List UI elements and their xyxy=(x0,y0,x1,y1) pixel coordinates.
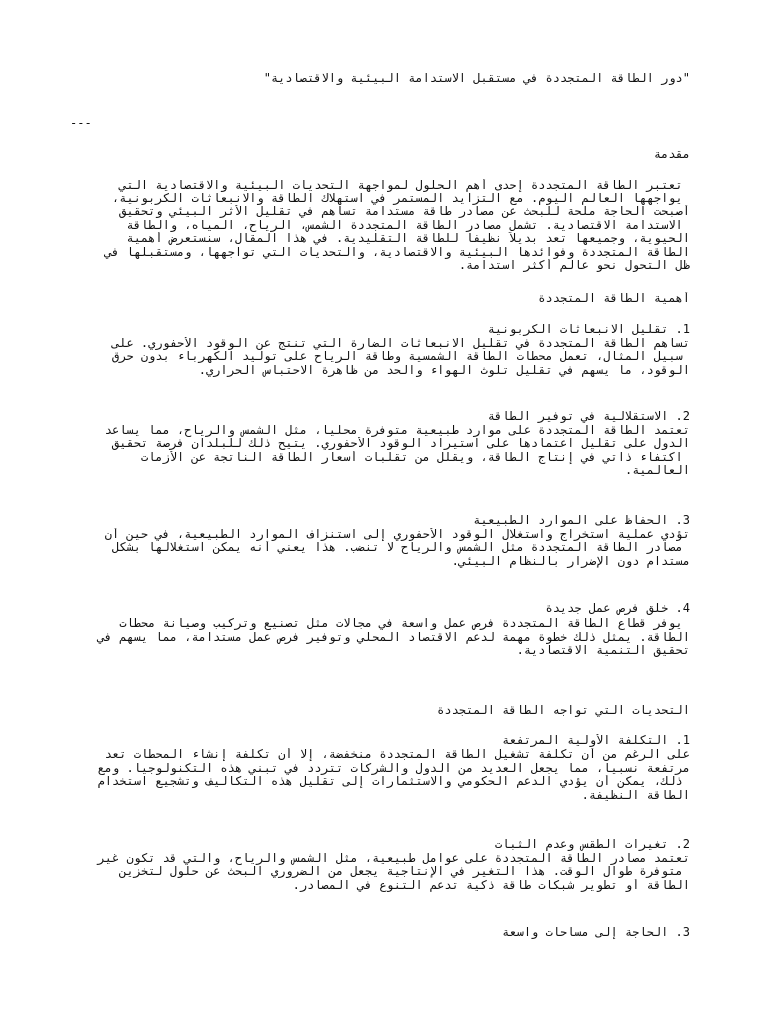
item-heading: 1. التكلفة الأولية المرتفعة xyxy=(502,734,690,747)
document-title: "دور الطاقة المتجددة في مستقبل الاستدامة البيئية والاقتصادية" xyxy=(263,72,690,85)
intro-line: الحيوية، وجميعها تعد بديلاً نظيفاً للطاقة التقليدية. في هذا المقال، سنستعرض أهمية xyxy=(126,232,690,245)
item-line: العالمية. xyxy=(624,464,690,477)
item-line: اكتفاء ذاتي في إنتاج الطاقة، ويقلل من تقلبات أسعار الطاقة الناتجة عن الأزمات xyxy=(140,451,690,464)
intro-heading: مقدمة xyxy=(653,148,690,161)
item-line: تعتمد مصادر الطاقة المتجددة على عوامل طبيعية، مثل الشمس والرياح، والتي قد تكون غير xyxy=(97,852,690,865)
document-page xyxy=(70,0,690,1024)
item-line: تؤدي عملية استخراج واستغلال الوقود الأحفوري إلى استنزاف الموارد الطبيعية، في حين أن xyxy=(104,528,690,541)
intro-line: يواجهها العالم اليوم. مع التزايد المستمر في استهلاك الطاقة والانبعاثات الكربونية، xyxy=(112,192,690,205)
item-line: الطاقة. يمثل ذلك خطوة مهمة لدعم الاقتصاد المحلي وتوفير فرص عمل مستدامة، مما يسهم في xyxy=(97,631,690,644)
item-line: تعتمد الطاقة المتجددة على موارد طبيعية متوفرة محلياً، مثل الشمس والرياح، مما يساعد xyxy=(97,424,690,437)
item-line: الدول على تقليل اعتمادها على استيراد الوقود الأحفوري. يتيح ذلك للبلدان فرصة تحقيق xyxy=(104,437,690,450)
section-heading-importance: أهمية الطاقة المتجددة xyxy=(538,292,690,305)
item-heading: 1. تقليل الانبعاثات الكربونية xyxy=(487,323,690,336)
item-heading: 2. تغيرات الطقس وعدم الثبات xyxy=(494,838,690,851)
item-line: مرتفعة نسبياً، مما يجعل العديد من الدول والشركات تتردد في تبني هذه التكنولوجيا. ومع xyxy=(97,762,690,775)
intro-line: الطاقة المتجددة وفوائدها البيئية والاقتصادية، والتحديات التي تواجهها، ومستقبلها في xyxy=(104,246,690,259)
section-heading-challenges: التحديات التي تواجه الطاقة المتجددة xyxy=(437,704,690,717)
item-line: تساهم الطاقة المتجددة في تقليل الانبعاثات الضارة التي تنتج عن الوقود الأحفوري. على xyxy=(104,337,690,350)
item-line: مصادر الطاقة المتجددة مثل الشمس والرياح لا تنضب. هذا يعني أنه يمكن استغلالها بشكل xyxy=(112,541,690,554)
item-heading: 3. الحاجة إلى مساحات واسعة xyxy=(502,926,690,939)
intro-line: أصبحت الحاجة ملحة للبحث عن مصادر طاقة مستدامة تساهم في تقليل الأثر البيئي وتحقيق xyxy=(119,205,690,218)
separator: --- xyxy=(70,117,92,130)
intro-line: تعتبر الطاقة المتجددة إحدى أهم الحلول لمواجهة التحديات البيئية والاقتصادية التي xyxy=(119,179,690,192)
item-line: تحقيق التنمية الاقتصادية. xyxy=(516,644,690,657)
item-heading: 2. الاستقلالية في توفير الطاقة xyxy=(487,410,690,423)
item-line: مستدام دون الإضرار بالنظام البيئي. xyxy=(451,555,690,568)
item-line: سبيل المثال، تعمل محطات الطاقة الشمسية وطاقة الرياح على توليد الكهرباء بدون حرق xyxy=(112,350,690,363)
item-line: يوفر قطاع الطاقة المتجددة فرص عمل واسعة في مجالات مثل تصنيع وتركيب وصيانة محطات xyxy=(119,617,690,630)
item-heading: 4. خلق فرص عمل جديدة xyxy=(545,602,690,615)
item-line: الطاقة أو تطوير شبكات طاقة ذكية تدعم التنوع في المصادر. xyxy=(292,879,690,892)
item-line: الوقود، ما يسهم في تقليل تلوث الهواء والحد من ظاهرة الاحتباس الحراري. xyxy=(198,364,690,377)
item-line: ذلك، يمكن أن يؤدي الدعم الحكومي والاستثمارات إلى تقليل هذه التكاليف وتشجيع استخدام xyxy=(97,775,690,788)
item-line: متوفرة طوال الوقت. هذا التغير في الإنتاجية يجعل من الضروري البحث عن حلول لتخزين xyxy=(119,865,690,878)
item-line: على الرغم من أن تكلفة تشغيل الطاقة المتجددة منخفضة، إلا أن تكلفة إنشاء المحطات تعد xyxy=(97,748,690,761)
intro-line: ظل التحول نحو عالم أكثر استدامة. xyxy=(458,259,690,272)
intro-line: الاستدامة الاقتصادية. تشمل مصادر الطاقة المتجددة الشمس، الرياح، المياه، والطاقة xyxy=(126,219,690,232)
item-line: الطاقة النظيفة. xyxy=(581,789,690,802)
item-heading: 3. الحفاظ على الموارد الطبيعية xyxy=(473,514,690,527)
